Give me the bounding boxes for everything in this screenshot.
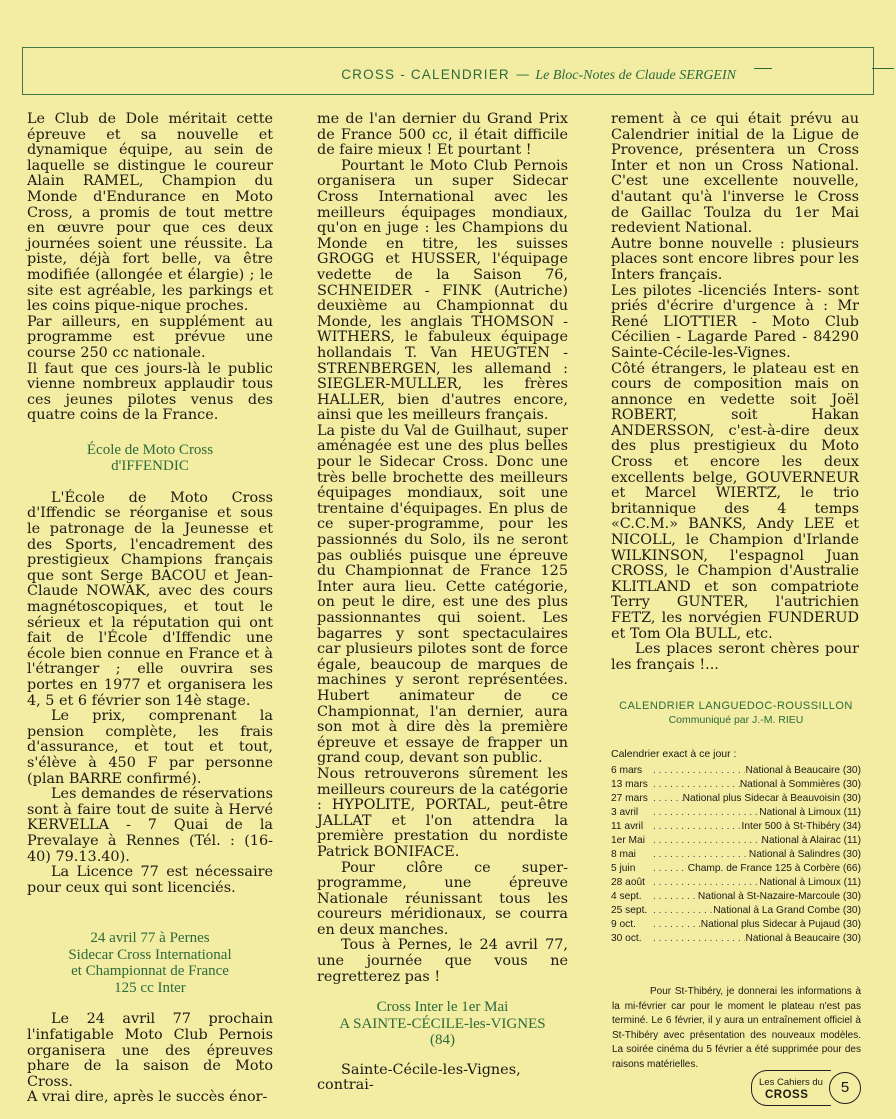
paragraph: La Licence 77 est nécessaire pour ceux qui sont licenciés. [27,864,273,896]
page-number: 5 [829,1072,861,1104]
calendar-row [611,904,861,918]
calendar-row [611,848,861,862]
calendar-event: National à St-Nazaire-Marcoule (30) [697,891,861,902]
leader-dots [653,792,683,806]
paragraph: Le Club de Dole méritait cette épreuve et sa nouvelle et dynamique équipe, au sein de laquelle se distingue le coureur Alain RAMEL, Champion du Monde d'Endurance en Moto Cross, a promis de tout mettre en œuvre pour que ces deux journées soient une réussite. La piste, déjà fort belle, va être modifiée (allongée et élargie) ; le site est agréable, les parkings et les coins pique-nique proches. [27,111,273,315]
calendar-row [611,932,861,946]
calendar-date: 5 juin [611,863,636,874]
calendar-event: National à La Grand Combe (30) [713,905,861,916]
calendar-event: Inter 500 à St-Thibéry (34) [741,821,861,832]
calendar-date: 27 mars [611,793,648,804]
paragraph: Le 24 avril 77 prochain l'infatigable Moto Club Pernois organisera une des épreuves phare de la saison de Moto Cross. [27,1011,273,1090]
logo-main-text: CROSS [765,1089,809,1101]
paragraph: L'École de Moto Cross d'Iffendic se réorganise et sous le patronage de la Jeunesse et des Sports, l'encadrement des prestigieux Champions français que sont Serge BACOU et Jean-Claude NOWAK, avec des cours magnétoscopiques, et tout le sérieux et la réputation qui ont fait de l'École d'Iffendic une école bien connue en France et à l'étranger ; elle ouvrira ses portes en 1977 et organisera les 4, 5 et 6 février son 14è stage. [27,489,273,709]
paragraph: Tous à Pernes, le 24 avril 77, une journée que vous ne regretterez pas ! [317,937,568,985]
paragraph: Côté étrangers, le plateau est en cours de composition mais on annonce en vedette soit Joël ROBERT, soit Hakan ANDERSSON, c'est-à-dire deux des plus prestigieux du Moto Cross et encore les deux excellents belge, GOUVERNEUR et Marcel WIERTZ, le trio britannique des 4 temps «C.C.M.» BANKS, Andy LEE et NICOLL, le Champion d'Irlande WILKINSON, l'espagnol Juan CROSS, le Champion d'Australie KLITLAND et son compatriote Terry GUNTER, l'autrichien FETZ, les norvégien FUNDERUD et Tom Ola BULL, etc. [611,360,859,642]
calendar-date: 3 avril [611,807,639,818]
magazine-logo [751,1070,861,1108]
calendar-subtitle: Communiqué par J.-M. RIEU [668,714,804,726]
section-heading: École de Moto Cross [86,441,214,458]
page-header [341,67,736,84]
paragraph: A vrai dire, après le succès énor- [27,1089,268,1106]
section-heading: 24 avril 77 à Pernes [90,930,210,947]
paragraph: La piste du Val de Guilhaut, super aménagée est une des plus belles pour le Sidecar Cross. Donc une très belle brochette des meilleurs équipages mondiaux, soit une trentaine d'équipages. En plus de ce super-programme, pour les passionnés du Solo, ils ne seront pas oubliés puisque une épreuve du Championnat de France 125 Inter aura lieu. Cette catégorie, on peut le dire, est une des plus passionnantes qui soient. Les bagarres y sont spectaculaires car plusieurs pilotes sont de force égale, beaucoup de marques de machines y seront représentées. Hubert animateur de ce Championnat, l'an dernier, aura son mot à dire dès la première épreuve et essaye de frapper un grand coup, devant son public. [317,422,568,767]
calendar-date: 4 sept. [611,891,642,902]
paragraph: rement à ce qui était prévu au Calendrier initial de la Ligue de Provence, présentera un Cross Inter et non un Cross National. C'est une excellente nouvelle, d'autant qu'à l'inverse le Cross de Gaillac Toulza du 1er Mai redevient National. [611,111,859,237]
paragraph: Il faut que ces jours-là le public vienne nombreux applaudir tous ces jeunes pilotes venus des quatre coins de la France. [27,360,273,424]
calendar-row [611,876,861,890]
paragraph: Par ailleurs, en supplément au programme est prévue une course 250 cc nationale. [27,313,273,361]
leader-dots [653,876,759,890]
calendar-row [611,778,861,792]
calendar-row [611,918,861,932]
calendar-date: 11 avril [611,821,644,832]
calendar-note: Pour St-Thibéry, je donnerai les informations à la mi-février car pour le moment le plateau n'est pas terminé. Le 6 février, il y aura un entraînement officiel à St-Thibéry avec présentation des nouveaux modèles. La soirée cinéma du 5 février a été supprimée pour des raisons matérielles. [612,986,861,1070]
section-heading: d'IFFENDIC [111,458,189,475]
leader-dots [653,778,740,792]
calendar-list [611,764,861,946]
leader-dots [653,862,688,876]
calendar-event: Champ. de France 125 à Corbère (66) [687,863,861,874]
header-rule-right [872,68,894,69]
calendar-row [611,792,861,806]
calendar-date: 25 sept. [611,905,648,916]
calendar-date: 28 août [611,877,645,888]
calendar-box [611,700,861,946]
calendar-row [611,806,861,820]
column-1 [27,112,273,1106]
leader-dots [653,764,745,778]
calendar-date: 30 oct. [611,933,642,944]
paragraph: Les places seront chères pour les français !... [611,641,859,673]
paragraph: Les pilotes -licenciés Inters- sont priés d'écrire d'urgence à : Mr René LIOTTIER - Moto Club Cécilien - Lagarde Pared - 84290 Sainte-Cécile-les-Vignes. [611,282,859,361]
calendar-date: 9 oct. [611,919,636,930]
calendar-event: National à Alairac (11) [761,835,861,846]
paragraph: Nous retrouverons sûrement les meilleurs coureurs de la catégorie : HYPOLITE, PORTAL, peut-être JALLAT et l'on attendra la première prestation du nordiste Patrick BONIFACE. [317,765,568,860]
calendar-date: 8 mai [611,849,636,860]
section-heading: (84) [430,1032,455,1049]
column-2 [317,112,568,1094]
calendar-event: National à Limoux (11) [759,877,861,888]
calendar-event: National plus Sidecar à Beauvoisin (30) [682,793,861,804]
logo-top-text: Les Cahiers du [759,1077,823,1088]
calendar-row [611,820,861,834]
calendar-intro: Calendrier exact à ce jour : [611,748,737,760]
calendar-event: National à Beaucaire (30) [745,933,861,944]
paragraph: Pour clôre ce super-programme, une épreuve Nationale réunissant tous les coureurs méridionaux, se courra en deux manches. [317,859,568,938]
leader-dots [653,806,759,820]
leader-dots [653,932,745,946]
paragraph: Sainte-Cécile-les-Vignes, contrai- [317,1061,521,1094]
paragraph: Pourtant le Moto Club Pernois organisera un super Sidecar Cross International avec les meilleurs équipages mondiaux, qu'on en juge : les Champions du Monde en titre, les suisses GROGG et HUSSER, l'équipage vedette de la Saison 76, SCHNEIDER - FINK (Autriche) deuxième au Championnat du Monde, les anglais THOMSON - WITHERS, le fabuleux équipage hollandais T. Van HEUGTEN - STRENBERGEN, les allemand : SIEGLER-MULLER, les frères HALLER, bien d'autres encore, ainsi que les meilleurs français. [317,157,568,424]
section-heading: Cross Inter le 1er Mai [376,999,509,1016]
paragraph: Les demandes de réservations sont à faire tout de suite à Hervé KERVELLA - 7 Quai de la Prevalaye à Rennes (Tél. : (16-40) 79.13.40). [27,786,273,865]
calendar-row [611,862,861,876]
leader-dots [653,890,698,904]
calendar-date: 13 mars [611,779,648,790]
paragraph: Le prix, comprenant la pension complète, les frais d'assurance, et tout et tout, s'élève à 450 F par personne (plan BARRE confirmé). [27,708,273,787]
leader-dots [653,834,762,848]
leader-dots [653,848,749,862]
paragraph: me de l'an dernier du Grand Prix de France 500 cc, il était difficile de faire mieux ! Et pourtant ! [317,111,568,159]
calendar-date: 1er Mai [611,835,645,846]
header-rule [754,68,772,69]
leader-dots [653,820,742,834]
header-separator: — [515,67,530,83]
section-heading: 125 cc Inter [114,979,186,996]
calendar-title: CALENDRIER LANGUEDOC-ROUSSILLON [619,700,853,712]
calendar-row [611,890,861,904]
calendar-row [611,764,861,778]
leader-dots [653,918,701,932]
section-heading: Sidecar Cross International [68,946,232,963]
section-heading: A SAINTE-CÉCILE-les-VIGNES [339,1015,546,1032]
paragraph: Autre bonne nouvelle : plusieurs places sont encore libres pour les Inters français. [611,235,859,283]
leader-dots [653,904,713,918]
calendar-event: National à Sommières (30) [739,779,861,790]
header-subtitle: Le Bloc-Notes de Claude SERGEIN [535,68,736,83]
calendar-event: National à Beaucaire (30) [745,765,861,776]
calendar-event: National à Limoux (11) [759,807,861,818]
calendar-event: National à Salindres (30) [748,849,861,860]
column-3 [611,112,859,673]
calendar-date: 6 mars [611,765,643,776]
calendar-row [611,834,861,848]
calendar-event: National plus Sidecar à Pujaud (30) [700,919,861,930]
section-heading: et Championnat de France [71,963,229,980]
section-kicker: CROSS - CALENDRIER [341,67,510,82]
